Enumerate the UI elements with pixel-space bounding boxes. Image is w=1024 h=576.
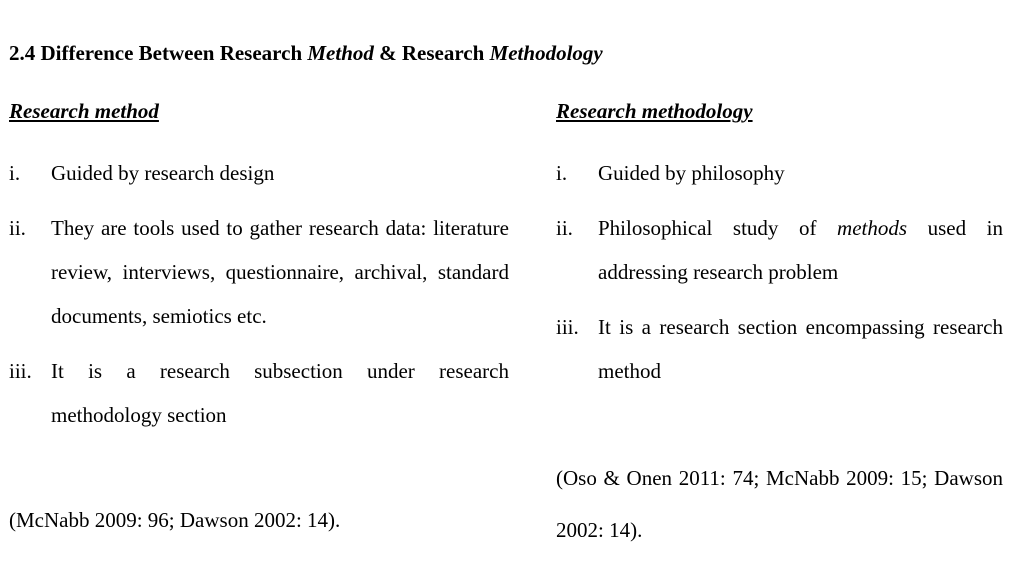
list-item-text: Guided by research design bbox=[51, 161, 275, 185]
research-methodology-list bbox=[556, 151, 1003, 393]
list-item bbox=[556, 206, 1003, 294]
list-item-text-after: used in addressing research problem bbox=[598, 216, 1003, 284]
title-italic-method: Method bbox=[307, 41, 374, 65]
list-item bbox=[9, 206, 509, 338]
list-item-number: i. bbox=[556, 161, 568, 185]
list-item-text: Guided by philosophy bbox=[598, 161, 785, 185]
research-method-column bbox=[9, 96, 509, 448]
research-methodology-column bbox=[556, 96, 1003, 404]
list-item-number: i. bbox=[9, 161, 21, 185]
list-item-text-italic: methods bbox=[837, 216, 908, 240]
title-part1: 2.4 Difference Between Research bbox=[9, 41, 308, 65]
research-method-citation: (McNabb 2009: 96; Dawson 2002: 14). bbox=[9, 508, 341, 532]
list-item-text: It is a research subsection under research methodology section bbox=[51, 359, 509, 427]
list-item bbox=[556, 151, 1003, 195]
list-item bbox=[556, 305, 1003, 393]
page-title bbox=[9, 38, 603, 68]
title-italic-methodology: Methodology bbox=[489, 41, 603, 65]
list-item-number: iii. bbox=[9, 359, 32, 383]
list-item-number: iii. bbox=[556, 315, 579, 339]
list-item-text: They are tools used to gather research data: literature review, interviews, questionnaire, archival, standard documents, semiotics etc. bbox=[51, 216, 509, 328]
list-item-text: It is a research section encompassing research method bbox=[598, 315, 1003, 383]
list-item-number: ii. bbox=[9, 216, 26, 240]
title-part2: & Research bbox=[373, 41, 490, 65]
list-item-text bbox=[598, 206, 1003, 294]
research-method-list bbox=[9, 151, 509, 437]
research-method-heading: Research method bbox=[9, 99, 159, 123]
research-methodology-citation: (Oso & Onen 2011: 74; McNabb 2009: 15; Dawson 2002: 14). bbox=[556, 466, 1003, 542]
list-item-text-before: Philosophical study of bbox=[598, 216, 838, 240]
list-item bbox=[9, 349, 509, 437]
research-methodology-heading: Research methodology bbox=[556, 99, 753, 123]
list-item bbox=[9, 151, 509, 195]
list-item-number: ii. bbox=[556, 216, 573, 240]
